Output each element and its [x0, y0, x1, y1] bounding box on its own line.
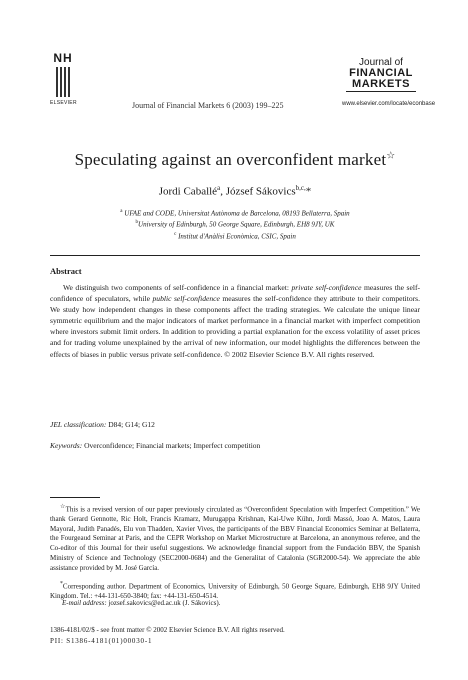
acknowledgement-footnote — [50, 503, 420, 573]
journal-logo-rule — [346, 91, 416, 92]
affiliation-text: UFAE and CODE, Universitat Autònoma de Barcelona, 08193 Bellaterra, Spain — [124, 209, 350, 218]
author-list — [50, 184, 420, 198]
abstract-text-part: measures the self-confidence of speculators, while — [50, 283, 421, 304]
elsevier-logo-text: ELSEVIER — [50, 100, 77, 106]
journal-citation: Journal of Financial Markets 6 (2003) 199–225 — [132, 101, 284, 110]
journal-logo-line3: MARKETS — [352, 78, 410, 90]
affiliation — [50, 230, 420, 241]
corresponding-author-mark[interactable]: * — [305, 185, 312, 198]
affiliation-mark: b — [135, 220, 139, 226]
footnote-text: Corresponding author. Department of Economics, University of Edinburgh, 50 George Square, Edinburgh, EH8 9JY United Kingdom. Tel.: +44-131-650-3840; fax: +44-131-650-4514. — [50, 582, 420, 601]
abstract-text-part: measures the self-confidence they attribute to their competitors. We study how independent changes in these components affect the trading strategies. We calculate the unique linear symmetric equilibrium and the major indicators of market performance in a financial market with imperfect competition where investors submit limit orders. In addition to providing a partial explanation for the excess volatility of asset prices and for trading volume unexplained by the arrival of new information, our model highlights the differences between the effects of biases in public versus private self-confidence. © 2002 Elsevier Science B.V. All rights reserved. — [50, 294, 420, 359]
footnote-mark: ☆ — [60, 504, 66, 510]
article-title-text: Speculating against an overconfident market — [74, 150, 387, 169]
journal-logo — [342, 57, 436, 107]
title-footnote-mark[interactable]: ☆ — [386, 150, 396, 162]
keywords-list: Overconfidence; Financial markets; Imperfect competition — [82, 441, 261, 450]
abstract-term: private self-confidence — [291, 283, 362, 292]
journal-logo-line2: FINANCIAL — [349, 67, 413, 79]
affiliations — [50, 207, 420, 241]
affiliation — [50, 207, 420, 218]
affiliation-mark: c — [174, 231, 177, 237]
affiliation — [50, 218, 420, 229]
abstract-heading: Abstract — [50, 266, 82, 276]
author-affil-mark[interactable]: a — [217, 184, 221, 192]
copyright-line: 1386-4181/02/$ - see front matter © 2002 Elsevier Science B.V. All rights reserved. — [50, 626, 285, 634]
affiliation-mark: a — [120, 209, 123, 214]
footnote-text: This is a revised version of our paper previously circulated as “Overconfident Speculation with Imperfect Competition.” We thank Gerard Gennotte, Ric Holt, Francis Kramarz, Murugappa Krishnan, Kai-Uwe Kühn, Jordi Massó, Joao A. Matos, Laura Mayoral, Judith Panadés, Elu von Thadden, Xavier Vives, the participants of the BBV Financial Economics Seminar at Bellaterra, the Fourgeaud Seminar at Paris, and the CEPR Workshop on Market Microstructure at Barcelona, an anonymous referee, and the Co-editor of this Journal for their useful suggestions. We acknowledge financial support from the Fundación BBV, the Spanish Ministry of Science and Technology (SEC2000-0684) and the Generalitat of Catalonia (SGR2000-54). We appreciate the able assistance provided by M. José García. — [50, 505, 420, 572]
pii-identifier: PII: S1386-4181(01)00030-1 — [50, 637, 153, 645]
footnote-divider — [50, 497, 100, 498]
journal-logo-line1: Journal of — [359, 57, 403, 68]
author-name: Jordi Caballé — [158, 185, 218, 198]
jel-codes: D84; G14; G12 — [106, 420, 155, 429]
section-divider — [50, 255, 420, 256]
affiliation-text: University of Edinburgh, 50 George Square, Edinburgh, EH8 9JY, UK — [138, 220, 335, 229]
elsevier-logo — [50, 52, 76, 106]
jel-classification — [50, 420, 155, 429]
jel-label: JEL classification: — [50, 420, 107, 429]
email-line — [62, 599, 220, 607]
keywords — [50, 441, 260, 450]
email-label: E-mail address: — [62, 599, 107, 607]
author-affil-mark[interactable]: b,c, — [295, 184, 306, 192]
title-block — [50, 150, 420, 198]
abstract-text-part: We distinguish two components of self-confidence in a financial market: — [63, 283, 292, 292]
article-title — [50, 150, 420, 170]
journal-url-link[interactable]: www.elsevier.com/locate/econbase — [342, 101, 436, 107]
abstract-body — [50, 282, 420, 360]
keywords-label: Keywords: — [50, 441, 83, 450]
author-name: József Sákovics — [225, 185, 296, 198]
footnote-mark: * — [60, 581, 63, 587]
logo-emblem — [50, 67, 76, 97]
email-address-link[interactable]: jozsef.sakovics@ed.ac.uk (J. Sákovics). — [106, 599, 221, 607]
author-separator: , — [220, 185, 226, 198]
copyright-block — [50, 625, 285, 647]
page-header — [50, 51, 436, 122]
affiliation-text: Institut d'Anàlisi Econòmica, CSIC, Spain — [178, 231, 296, 240]
abstract-term: public self-confidence — [152, 294, 220, 304]
nh-logo-text: NH — [53, 51, 73, 65]
